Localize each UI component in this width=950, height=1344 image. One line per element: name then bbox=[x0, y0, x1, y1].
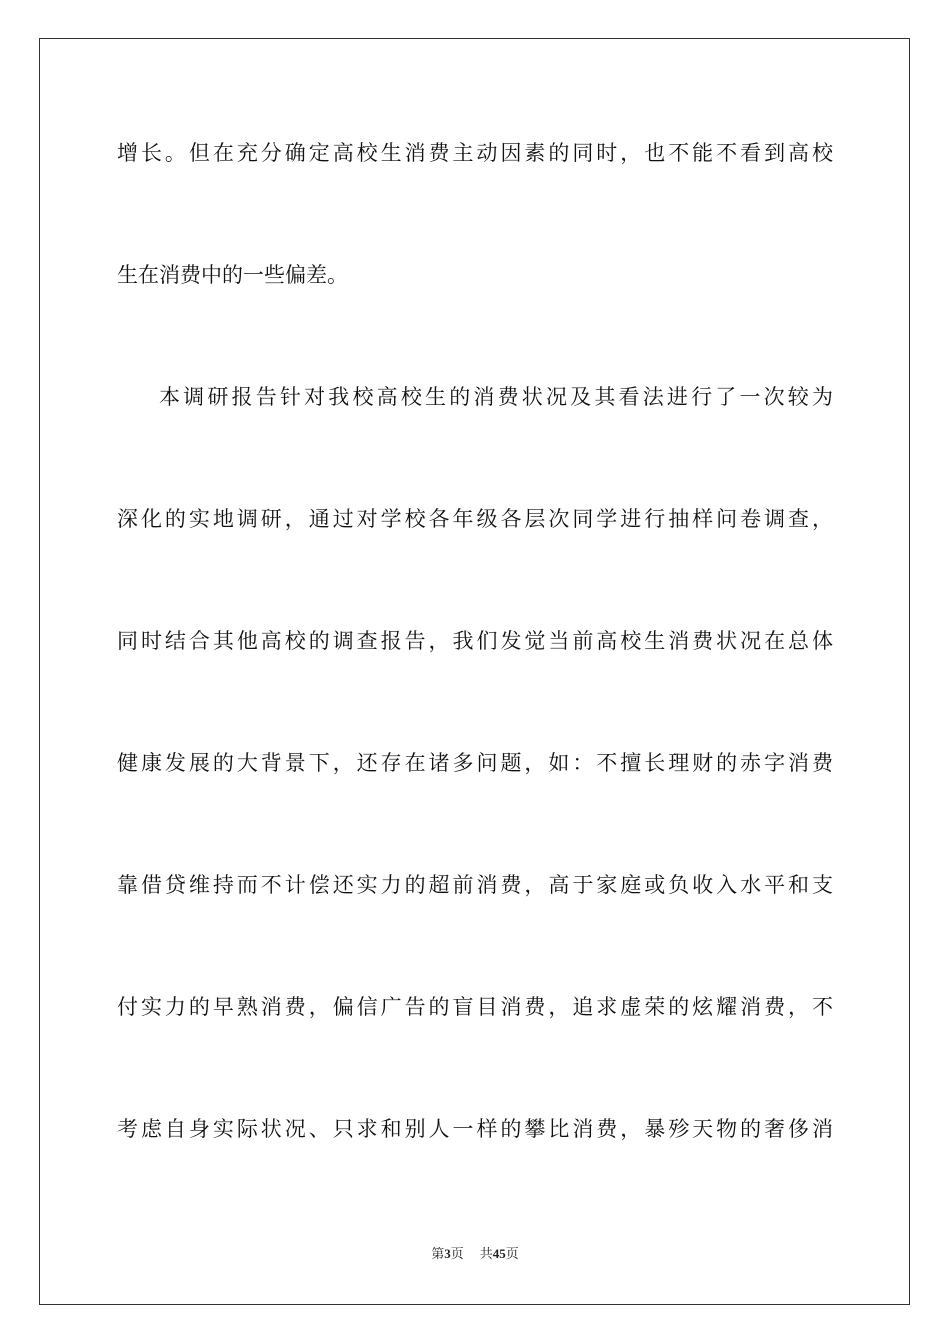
total-pages: 45 bbox=[492, 1246, 506, 1261]
total-suffix: 页 bbox=[505, 1247, 519, 1262]
text-line-6: 健康发展的大背景下，还存在诸多问题，如：不擅长理财的赤字消费 bbox=[117, 751, 833, 775]
text-line-1: 增长。但在充分确定高校生消费主动因素的同时，也不能不看到高校 bbox=[117, 141, 833, 165]
text-line-2: 生在消费中的一些偏差。 bbox=[117, 263, 348, 287]
page-suffix: 页 bbox=[450, 1247, 464, 1262]
page-number: 3 bbox=[444, 1246, 451, 1261]
total-prefix: 共 bbox=[479, 1247, 493, 1262]
text-line-8: 付实力的早熟消费，偏信广告的盲目消费，追求虚荣的炫耀消费，不 bbox=[117, 995, 833, 1019]
text-line-3: 本调研报告针对我校高校生的消费状况及其看法进行了一次较为 bbox=[159, 385, 833, 409]
text-line-4: 深化的实地调研，通过对学校各年级各层次同学进行抽样问卷调查， bbox=[117, 507, 833, 531]
page-prefix: 第 bbox=[431, 1247, 445, 1262]
text-line-5: 同时结合其他高校的调查报告，我们发觉当前高校生消费状况在总体 bbox=[117, 629, 833, 653]
page-footer bbox=[0, 1245, 950, 1264]
text-line-9: 考虑自身实际状况、只求和别人一样的攀比消费，暴殄天物的奢侈消 bbox=[117, 1117, 833, 1141]
text-line-7: 靠借贷维持而不计偿还实力的超前消费，高于家庭或负收入水平和支 bbox=[117, 873, 833, 897]
